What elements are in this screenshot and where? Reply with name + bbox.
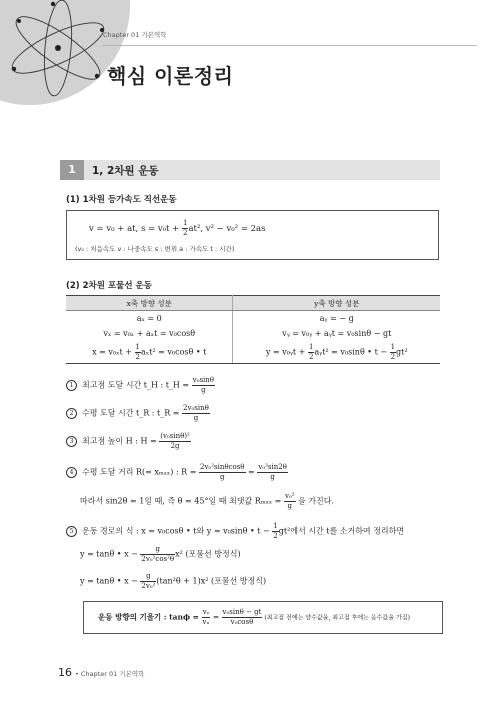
half-fraction: $\frac{1}{2}$ <box>183 219 188 237</box>
variable-legend: (v₀ : 처음속도 v : 나중속도 s : 변위 a : 가속도 t : 시간) <box>75 245 235 253</box>
circled-number-1: 1 <box>66 380 77 391</box>
slope-formula-box <box>83 601 443 634</box>
circled-number-4: 4 <box>66 467 77 478</box>
item-trajectory: 5 운동 경로의 식 : x = v₀cosθ • t와 y = v₀sinθ • t − $\frac{1}{2}$ gt²에서 시간 t를 소거하여 정리하면 <box>66 522 404 541</box>
item-horizontal-range: 4 수평 도달 거리 R(= xₘₐₓ) : R = $\frac{\text{2v₀²sinθcosθ}}{g}$ = $\frac{\text{v₀²sin2θ}}{g}$ <box>66 463 288 482</box>
cell-ax: aₓ = 0 <box>66 311 233 327</box>
running-head: Chapter 01 기본역학 <box>103 31 167 39</box>
footer-chapter: • Chapter 01 기본역학 <box>75 670 145 678</box>
max-range-note: 따라서 sin2θ = 1일 때, 즉 θ = 45°일 때 최댓값 Rₘₐₓ = $\frac{\text{v₀²}}{g}$ 을 가진다. <box>80 492 335 510</box>
section-title: 1, 2차원 운동 <box>92 165 159 177</box>
item-range-time: 2 수평 도달 시간 t_R : t_R = $\frac{\text{2v₀sinθ}}{g}$ <box>66 404 210 423</box>
projectile-component-table <box>66 295 440 364</box>
item-max-height: 3 최고점 높이 H : H = $\frac{\text{(v₀sinθ)²}}{2g}$ <box>66 432 191 451</box>
parabola-equation-2: y = tanθ • x − $\frac{g}{\text{2v₀²}}$ (tan²θ + 1)x² (포물선 방정식) <box>80 572 267 590</box>
slope-formula: 운동 방향의 기울기 : tanϕ = $\frac{\text{vᵧ}}{\text{vₓ}}$ = $\frac{\text{v₀sinθ − gt}}{\text{v₀cosθ}}$ (최고점 전에는 양수값을, 최고점 후에는 음수값을 가짐) <box>98 608 410 626</box>
cell-vy: vᵧ = v₀ᵧ + aᵧt = v₀sinθ − gt <box>282 329 392 338</box>
cell-x-position: x = v₀ₓt + $\frac{1}{2}$ aₓt² = v₀cosθ • t <box>66 341 233 364</box>
cell-y-position: y = v₀ᵧt + $\frac{1}{2}$ aᵧt² = v₀sinθ • t − $\frac{1}{2}$ gt² <box>233 341 440 364</box>
circled-number-2: 2 <box>66 408 77 419</box>
subsection-2-title: (2) 2차원 포물선 운동 <box>66 281 152 291</box>
item-peak-time: 1 최고점 도달 시간 t_H : t_H = $\frac{\text{v₀sinθ}}{g}$ <box>66 376 215 395</box>
circled-number-5: 5 <box>66 526 77 537</box>
cell-vx: vₓ = v₀ₓ + aₓt = v₀cosθ <box>66 326 233 341</box>
col-header-x: x축 방향 성분 <box>66 296 233 311</box>
section-number: 1 <box>60 160 84 180</box>
atom-icon <box>0 0 130 110</box>
cell-ay: aᵧ = − g <box>319 314 354 323</box>
col-header-y: y축 방향 성분 <box>233 296 440 311</box>
subsection-1-title: (1) 1차원 등가속도 직선운동 <box>66 195 177 205</box>
page-title: 핵심 이론정리 <box>107 64 234 88</box>
page-number: 16 <box>58 666 72 679</box>
parabola-equation-1: y = tanθ • x − $\frac{g}{\text{2v₀²cos²θ}}$ x² (포물선 방정식) <box>80 545 241 563</box>
kinematics-formula: v = v₀ + at, s = v₀t + $\frac{1}{2}$ at², v² − v₀² = 2as <box>89 219 266 237</box>
circled-number-3: 3 <box>66 436 77 447</box>
header-divider <box>102 45 477 46</box>
formula-box-1d <box>66 210 439 260</box>
